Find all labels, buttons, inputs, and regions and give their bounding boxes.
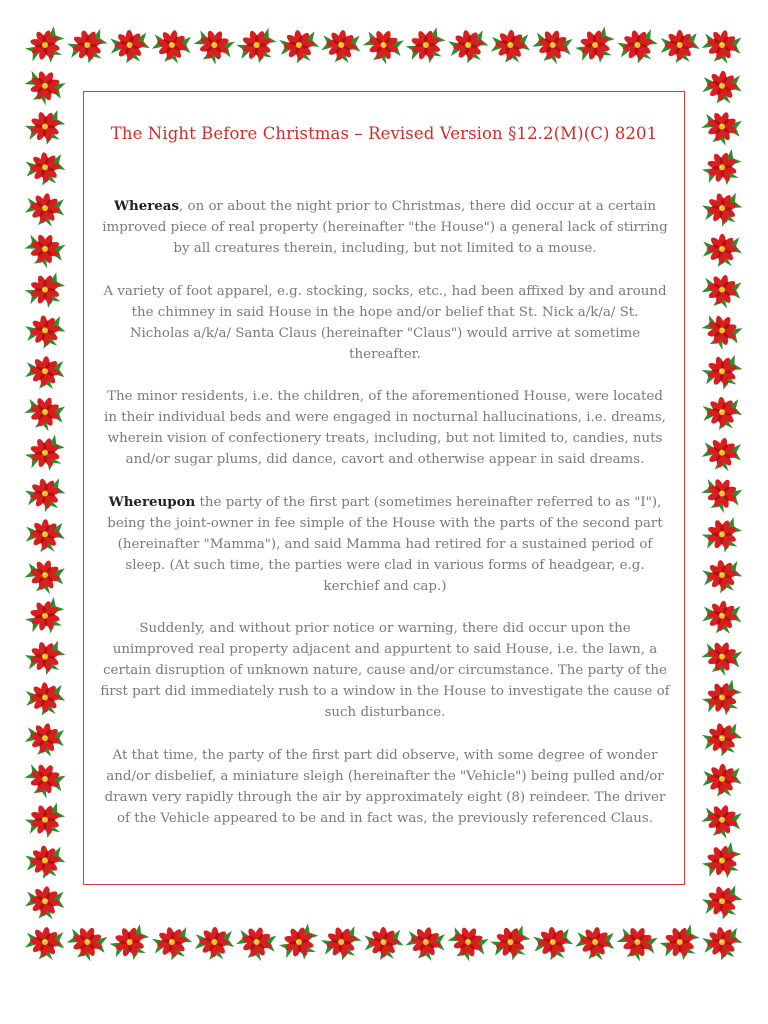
poinsettia-icon [23, 190, 67, 229]
paragraph-1 [100, 196, 670, 259]
poinsettia-icon [150, 923, 195, 963]
poinsettia-icon [275, 919, 325, 967]
poinsettia-icon [21, 391, 69, 435]
paragraph-2 [100, 281, 670, 365]
poinsettia-icon [697, 472, 746, 518]
poinsettia-icon [700, 720, 745, 760]
poinsettia-icon [701, 924, 745, 963]
poinsettia-icon [702, 69, 744, 105]
poinsettia-icon [533, 925, 575, 961]
paragraph-text: A variety of foot apparel, e.g. stocking, socks, etc., had been affixed by and around the chimney in said House in the hope and/or belief that St. Nick a/k/a/ St. Nicholas a/k/a/ Santa Claus (hereinafter "Claus") would arrive at sometime thereafter. [103, 283, 667, 362]
poinsettia-icon [698, 106, 746, 150]
poinsettia-icon [63, 921, 111, 966]
poinsettia-icon [700, 189, 745, 230]
poinsettia-icon [22, 799, 70, 843]
poinsettia-icon [447, 27, 491, 66]
poinsettia-icon [403, 923, 448, 964]
poinsettia-icon [700, 434, 745, 474]
poinsettia-icon [234, 24, 282, 68]
poinsettia-icon [488, 921, 536, 965]
paragraph-5 [100, 618, 670, 723]
poinsettia-icon [698, 636, 746, 681]
poinsettia-icon [700, 882, 746, 924]
poinsettia-icon [699, 26, 745, 67]
paragraph-3 [100, 386, 670, 470]
poinsettia-icon [702, 763, 743, 798]
poinsettia-icon [150, 26, 195, 66]
paragraph-4 [100, 492, 670, 597]
poinsettia-icon [23, 637, 70, 679]
poinsettia-icon [699, 800, 746, 843]
poinsettia-icon [24, 313, 67, 351]
poinsettia-icon [701, 599, 744, 637]
poinsettia-icon [574, 924, 618, 963]
poinsettia-icon [703, 234, 743, 268]
poinsettia-icon [319, 922, 365, 964]
poinsettia-icon [364, 927, 404, 961]
poinsettia-icon [25, 843, 67, 880]
poinsettia-icon [22, 268, 71, 313]
poinsettia-icon [23, 719, 68, 759]
poinsettia-icon [23, 475, 68, 515]
poinsettia-icon [571, 22, 621, 69]
poinsettia-icon [106, 920, 155, 966]
poinsettia-icon [529, 25, 576, 68]
poinsettia-icon [189, 23, 239, 70]
poinsettia-icon [233, 922, 280, 965]
poinsettia-icon [613, 921, 662, 967]
poinsettia-icon [20, 64, 70, 111]
poinsettia-icon [656, 920, 705, 966]
poinsettia-icon [490, 29, 531, 65]
poinsettia-icon [24, 354, 66, 391]
poinsettia-icon [22, 555, 69, 597]
poinsettia-icon [25, 151, 66, 187]
poinsettia-icon [698, 838, 748, 886]
poinsettia-icon [21, 430, 71, 477]
poinsettia-icon [699, 270, 745, 312]
poinsettia-icon [699, 513, 747, 558]
paragraph-text: the party of the first part (sometimes hereinafter referred to as "I"), being the joint-owner in fee simple of the House with the parts of the second part (hereinafter "Mamma"), and said Mamma had retired for a sustained period of sleep. (At such time, the parties were clad in various forms of headgear, e.g. kerchief and cap.) [107, 494, 663, 594]
paragraph-6 [100, 745, 670, 829]
poinsettia-icon [697, 308, 747, 356]
poinsettia-icon [699, 351, 746, 394]
paragraph-text: The minor residents, i.e. the children, of the aforementioned House, were located in their individual beds and were engaged in nocturnal hallucinations, i.e. dreams, wherein vision of confectionery treats, including, but not limited to, candies, nuts and/or sugar plums, did dance, cavort and otherwise appear in said dreams. [104, 389, 666, 467]
poinsettia-icon [25, 519, 65, 553]
document-body [100, 196, 670, 850]
paragraph-text: At that time, the party of the first part did observe, with some degree of wonder and/or disbelief, a miniature sleigh (hereinafter the "Vehicle") being pulled and/or drawn very rapidly through the air by approximately eight (8) reindeer. The driver of the Vehicle appeared to be and in fact was, the previously referenced Claus. [104, 747, 666, 826]
paragraph-lead: Whereupon [108, 493, 196, 510]
poinsettia-icon [110, 29, 150, 63]
poinsettia-icon [278, 28, 320, 65]
poinsettia-icon [21, 593, 71, 641]
poinsettia-icon [402, 23, 451, 69]
poinsettia-icon [24, 925, 67, 963]
poinsettia-icon [443, 920, 493, 967]
poinsettia-icon [65, 25, 112, 67]
poinsettia-icon [20, 227, 69, 273]
poinsettia-icon [194, 926, 235, 961]
poinsettia-icon [661, 30, 700, 63]
poinsettia-icon [359, 24, 408, 69]
poinsettia-icon [615, 26, 661, 67]
poinsettia-icon [701, 558, 744, 596]
poinsettia-icon [25, 682, 65, 716]
poinsettia-icon [22, 106, 69, 149]
poinsettia-icon [702, 396, 743, 431]
document-title: The Night Before Christmas – Revised Version §12.2(M)(C) 8201 [110, 124, 658, 143]
paragraph-lead: Whereas [113, 198, 180, 214]
poinsettia-icon [21, 22, 71, 70]
poinsettia-icon [24, 884, 67, 922]
poinsettia-icon [698, 145, 748, 192]
paragraph-text: , on or about the night prior to Christmas, there did occur at a certain improved piece of real property (hereinafter "the House") a general lack of stirring by all creatures therein, including, but not limited to a mouse. [102, 199, 668, 256]
poinsettia-icon [320, 28, 363, 66]
poinsettia-icon [698, 675, 747, 721]
poinsettia-icon [20, 757, 70, 804]
paragraph-text: Suddenly, and without prior notice or warning, there did occur upon the unimproved real property adjacent and appurtent to said House, i.e. the lawn, a certain disruption of unknown nature, cause and/or circumstance. The party of the first part did immediately rush to a window in the House to investigate the cause of such disturbance. [100, 621, 670, 720]
